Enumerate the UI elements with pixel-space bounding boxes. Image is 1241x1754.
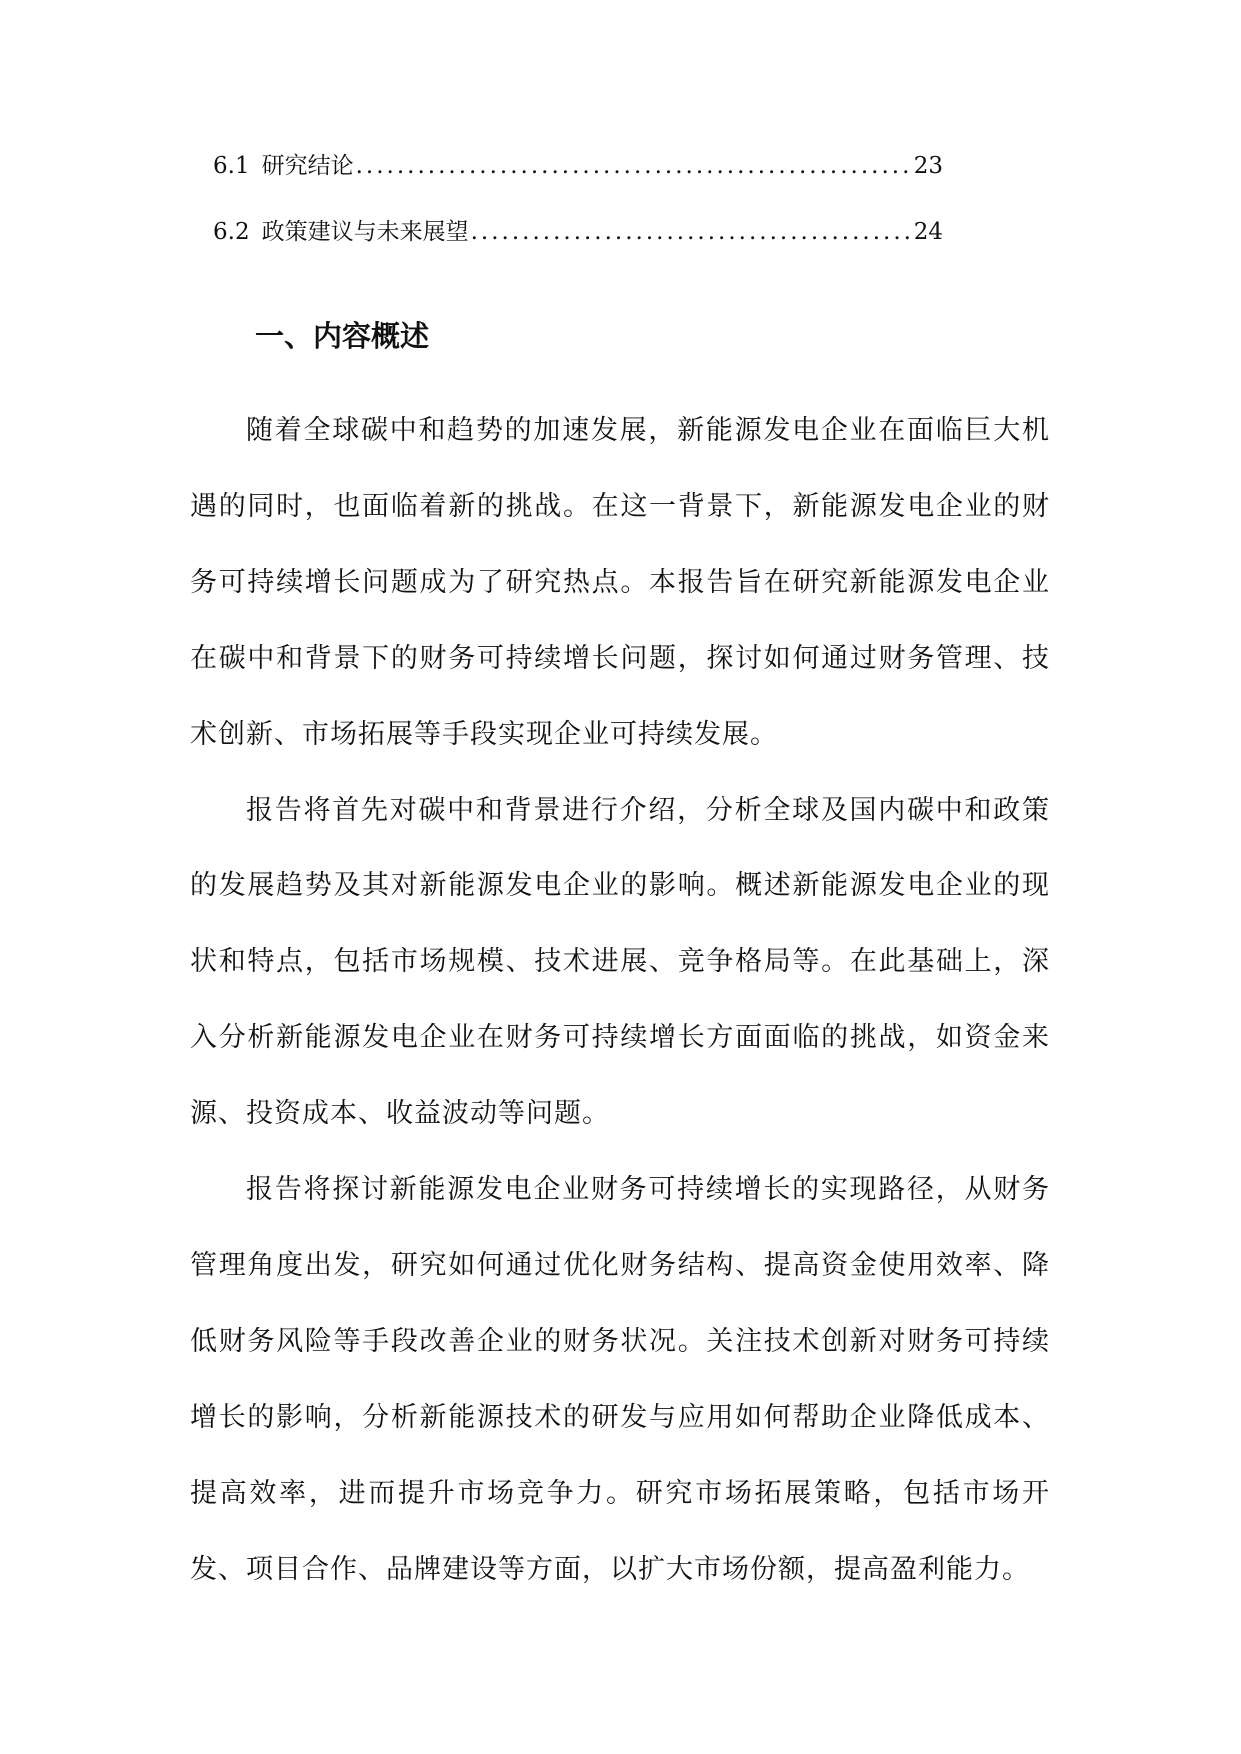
section-body [190,393,1050,1608]
toc-entry-number: 6.1 [213,153,250,179]
body-paragraph: 报告将探讨新能源发电企业财务可持续增长的实现路径，从财务管理角度出发，研究如何通过优化财务结构、提高资金使用效率、降低财务风险等手段改善企业的财务状况。关注技术创新对财务可持续增长的影响，分析新能源技术的研发与应用如何帮助企业降低成本、提高效率，进而提升市场竞争力。研究市场拓展策略，包括市场开发、项目合作、品牌建设等方面，以扩大市场份额，提高盈利能力。 [190,1174,1050,1585]
toc-entry-number: 6.2 [213,219,250,245]
toc-entry-page: 24 [913,219,943,245]
toc-dot-leader [356,148,910,184]
body-paragraph: 报告将首先对碳中和背景进行介绍，分析全球及国内碳中和政策的发展趋势及其对新能源发电企业的影响。概述新能源发电企业的现状和特点，包括市场规模、技术进展、竞争格局等。在此基础上，深入分析新能源发电企业在财务可持续增长方面面临的挑战，如资金来源、投资成本、收益波动等问题。 [190,794,1050,1130]
toc-dot-leader [471,214,910,250]
table-of-contents [213,148,943,280]
toc-entry[interactable] [213,148,943,214]
toc-entry-title: 研究结论 [261,153,354,179]
section-heading: 一、内容概述 [255,319,430,353]
toc-entry-title: 政策建议与未来展望 [261,219,469,245]
toc-entry-page: 23 [913,153,943,179]
body-paragraph: 随着全球碳中和趋势的加速发展，新能源发电企业在面临巨大机遇的同时，也面临着新的挑战。在这一背景下，新能源发电企业的财务可持续增长问题成为了研究热点。本报告旨在研究新能源发电企业在碳中和背景下的财务可持续增长问题，探讨如何通过财务管理、技术创新、市场拓展等手段实现企业可持续发展。 [190,415,1050,750]
toc-entry[interactable] [213,214,943,280]
